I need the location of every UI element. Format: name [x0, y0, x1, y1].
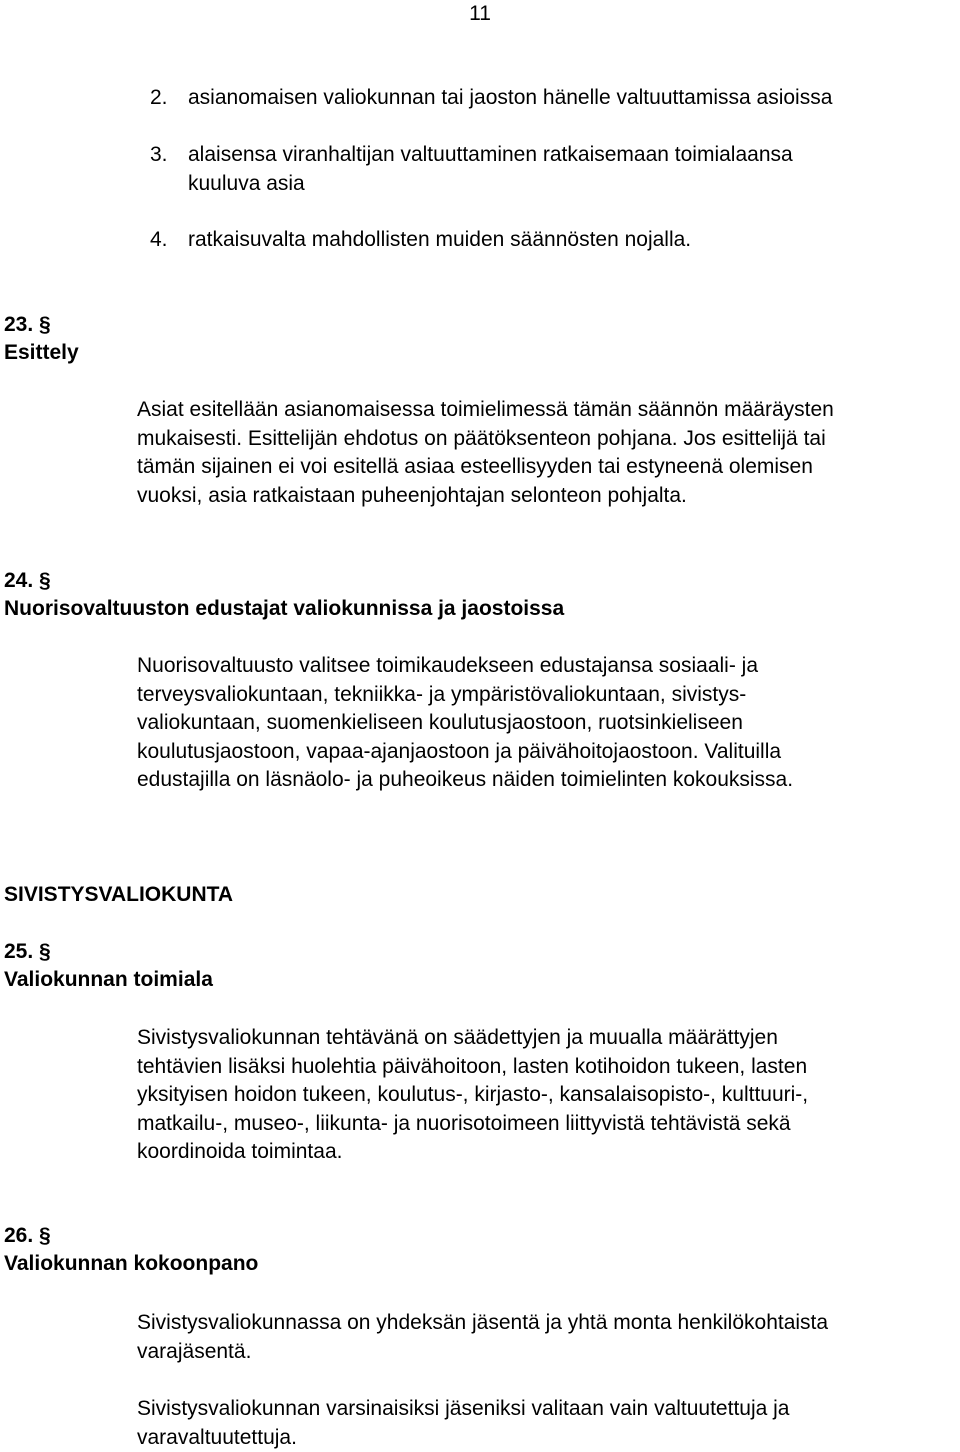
department-heading: SIVISTYSVALIOKUNTA: [4, 883, 234, 906]
paragraph-line: varajäsentä.: [137, 1339, 252, 1363]
paragraph-line: koordinoida toimintaa.: [137, 1140, 343, 1163]
paragraph-line: Sivistysvaliokunnan tehtävänä on säädettyjen ja muualla määrättyjen: [137, 1026, 778, 1049]
paragraph-line: yksityisen hoidon tukeen, koulutus-, kirjasto-, kansalaisopisto-, kulttuuri-,: [137, 1083, 809, 1106]
list-item-text: asianomaisen valiokunnan tai jaoston hänelle valtuuttamissa asioissa: [188, 86, 833, 109]
paragraph-line: edustajilla on läsnäolo- ja puheoikeus näiden toimielinten kokouksissa.: [137, 768, 794, 791]
paragraph-line: koulutusjaostoon, vapaa-ajanjaostoon ja päivähoitojaostoon. Valituilla: [137, 739, 782, 763]
list-item-text: kuuluva asia: [188, 171, 305, 195]
paragraph-line: terveysvaliokuntaan, tekniikka- ja ympäristövaliokuntaan, sivistys-: [137, 682, 747, 706]
paragraph-line: tehtävien lisäksi huolehtia päivähoitoon, lasten kotihoidon tukeen, lasten: [137, 1054, 808, 1078]
paragraph-line: varavaltuutettuja.: [137, 1425, 297, 1449]
list-item-number: 4.: [150, 228, 168, 251]
paragraph-line: Sivistysvaliokunnassa on yhdeksän jäsentä ja yhtä monta henkilökohtaista: [137, 1311, 829, 1334]
section-title: Valiokunnan toimiala: [4, 968, 213, 991]
list-item: [150, 226, 950, 255]
page-number: 11: [469, 2, 491, 25]
list-item-text: alaisensa viranhaltijan valtuuttaminen ratkaisemaan toimialaansa: [188, 143, 793, 166]
section-paragraph: [137, 652, 952, 795]
list-item-number: 2.: [150, 86, 168, 109]
list-item-text: ratkaisuvalta mahdollisten muiden säännösten nojalla.: [188, 228, 692, 251]
section-number: 23. §: [4, 313, 51, 336]
list-item: [150, 84, 950, 113]
paragraph-line: mukaisesti. Esittelijän ehdotus on päätöksenteon pohjana. Jos esittelijä tai: [137, 426, 826, 450]
section-number: 25. §: [4, 940, 51, 963]
section-paragraph: [137, 396, 952, 510]
section-number: 26. §: [4, 1224, 51, 1247]
section-title: Nuorisovaltuuston edustajat valiokunnissa ja jaostoissa: [4, 597, 565, 620]
section-paragraph: [137, 1024, 952, 1167]
paragraph-line: matkailu-, museo-, liikunta- ja nuorisotoimeen liittyvistä tehtävistä sekä: [137, 1111, 791, 1135]
section-number: 24. §: [4, 569, 51, 592]
section-paragraph: [137, 1395, 952, 1452]
paragraph-line: valiokuntaan, suomenkieliseen koulutusjaostoon, ruotsinkieliseen: [137, 711, 743, 734]
list-item: [150, 141, 950, 195]
section-title: Valiokunnan kokoonpano: [4, 1252, 259, 1275]
section-title: Esittely: [4, 341, 79, 364]
paragraph-line: Sivistysvaliokunnan varsinaisiksi jäseniksi valitaan vain valtuutettuja ja: [137, 1397, 790, 1420]
list-item-number: 3.: [150, 143, 168, 166]
paragraph-line: Asiat esitellään asianomaisessa toimielimessä tämän säännön määräysten: [137, 398, 834, 421]
paragraph-line: Nuorisovaltuusto valitsee toimikaudekseen edustajansa sosiaali- ja: [137, 654, 759, 677]
paragraph-line: tämän sijainen ei voi esitellä asiaa esteellisyyden tai estyneenä olemisen: [137, 455, 813, 478]
paragraph-line: vuoksi, asia ratkaistaan puheenjohtajan selonteon pohjalta.: [137, 483, 687, 507]
section-paragraph: [137, 1309, 952, 1366]
